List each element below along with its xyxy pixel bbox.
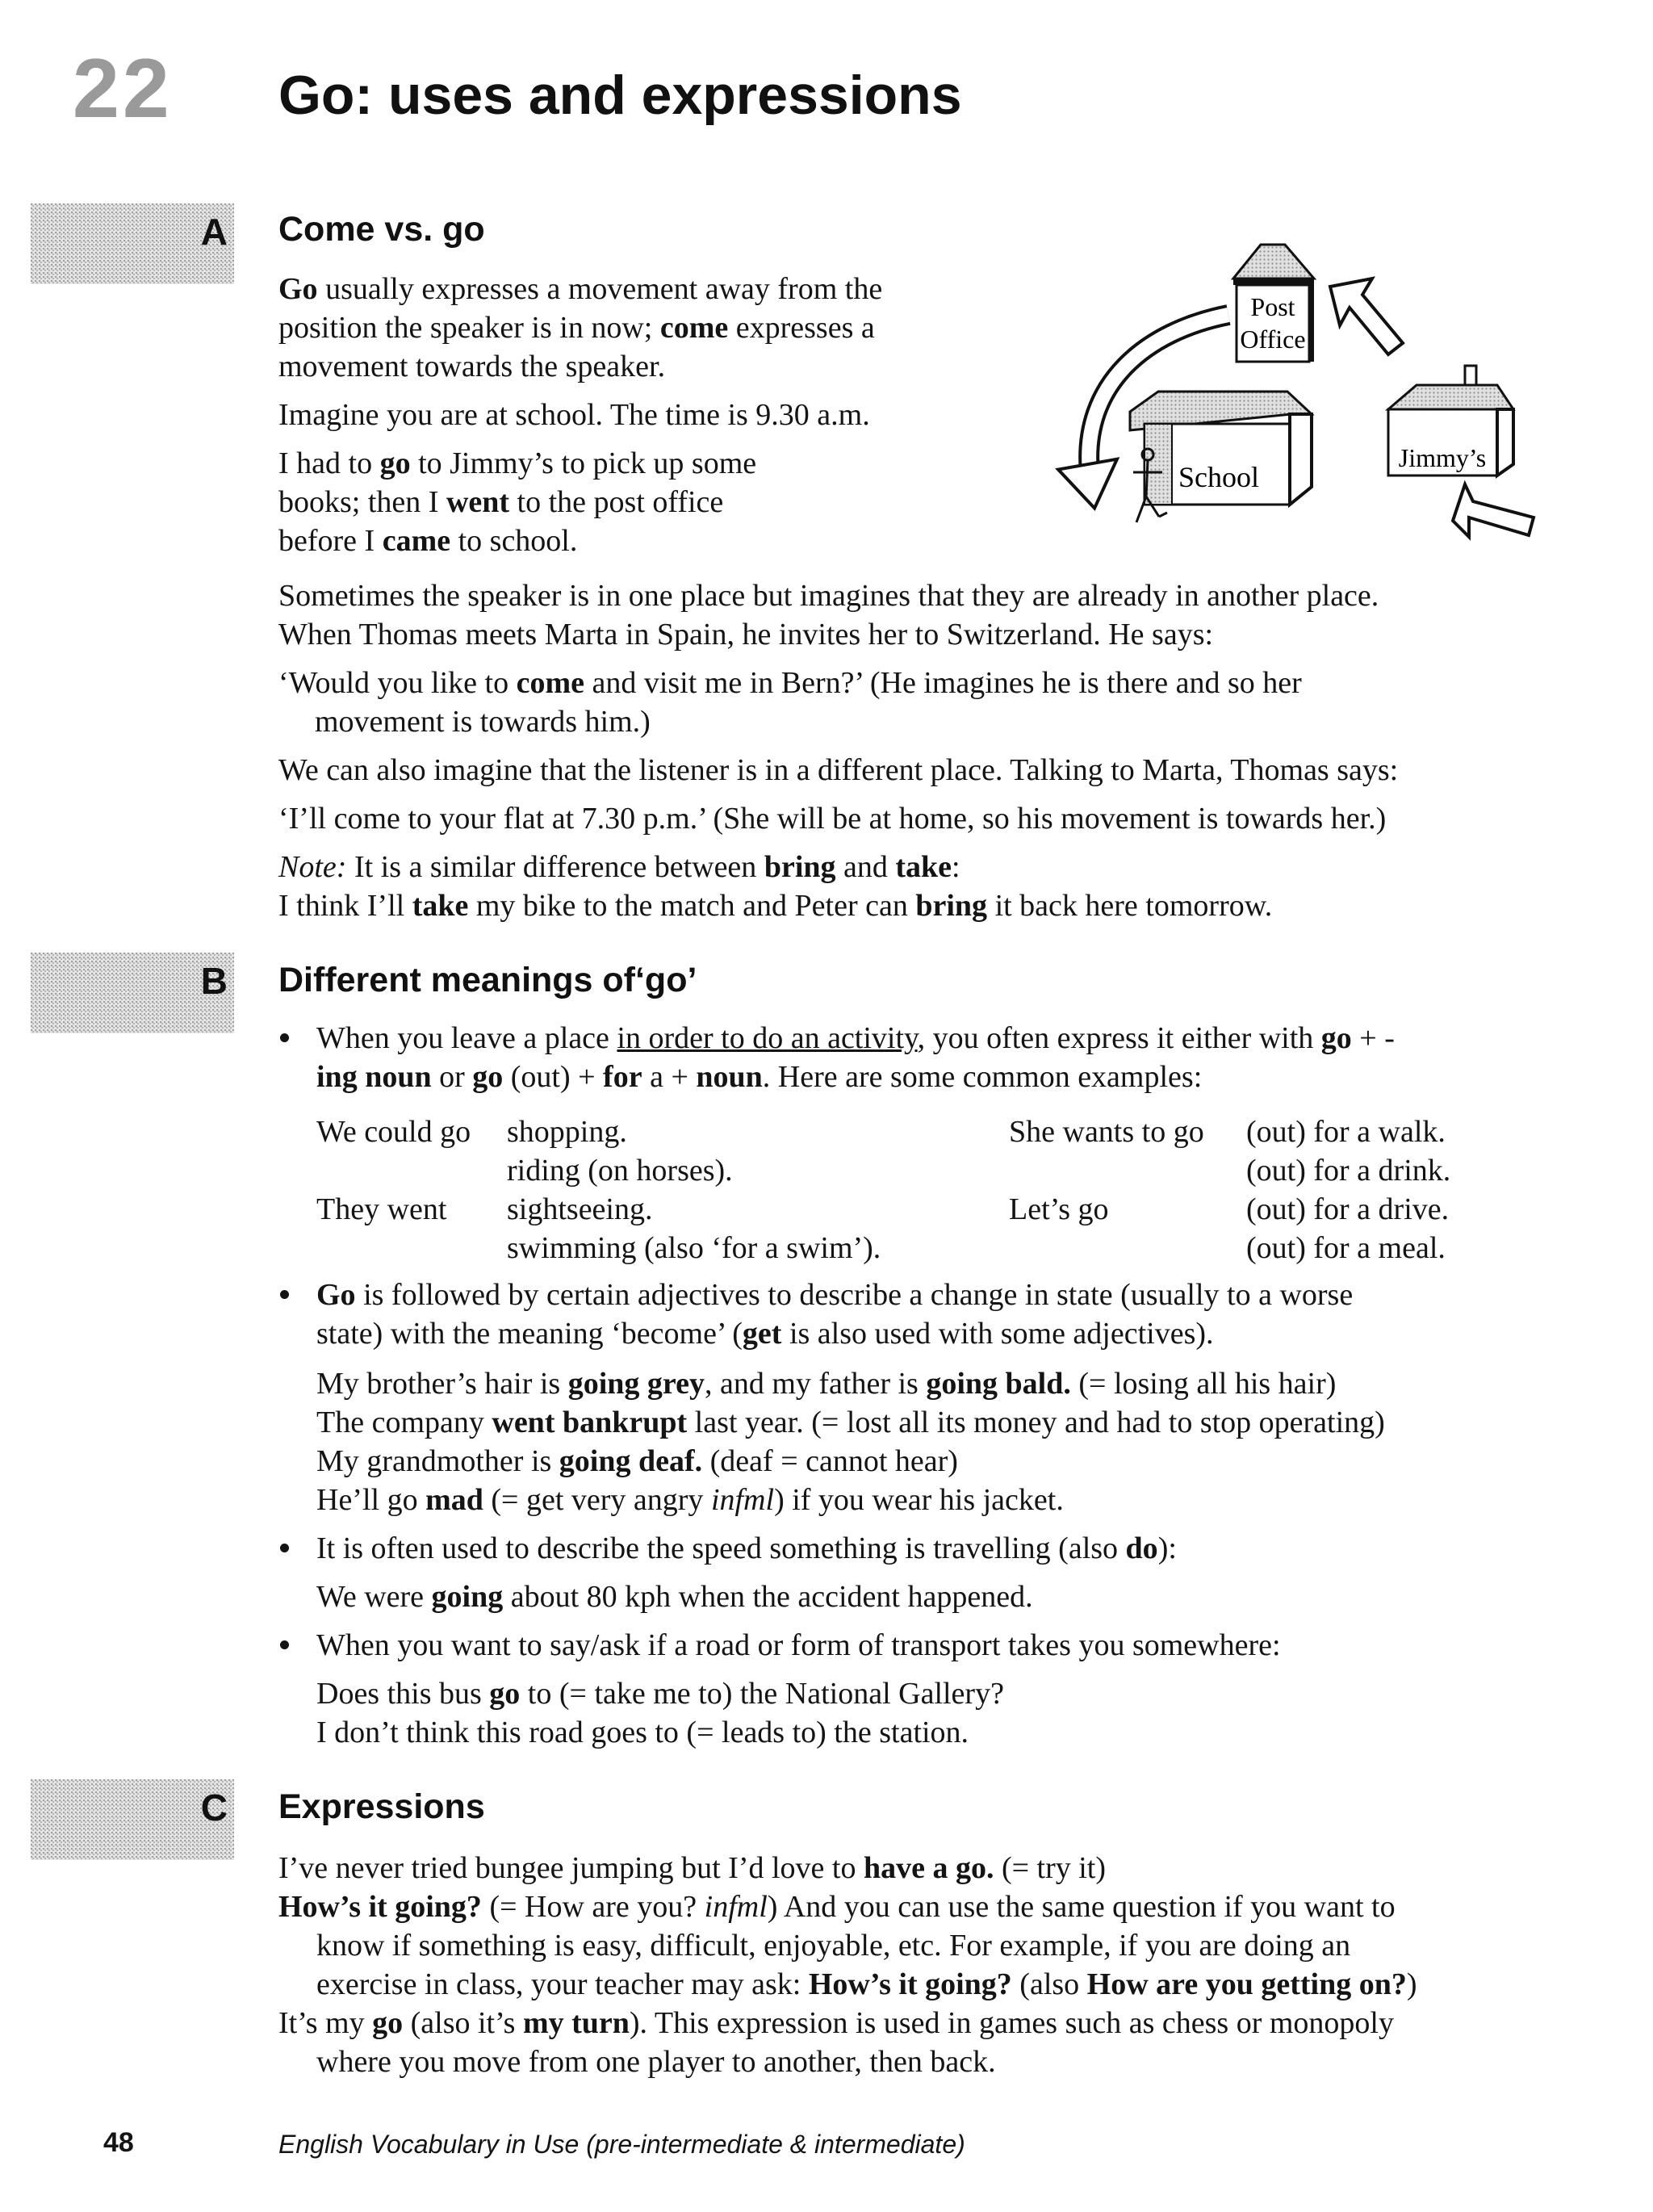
- post-office-label-line1: Post: [1250, 292, 1295, 321]
- c-paragraph-line: where you move from one player to another, then back.: [316, 2045, 996, 2079]
- table-cell: (out) for a walk.: [1246, 1115, 1446, 1149]
- b-example-line: We were going about 80 kph when the accident happened.: [316, 1580, 1033, 1614]
- a-paragraph-line: movement is towards him.): [315, 705, 651, 739]
- bullet-icon: [278, 1019, 295, 1035]
- b-example-line: Does this bus go to (= take me to) the National Gallery?: [316, 1677, 1004, 1711]
- a-paragraph-line: I had to go to Jimmy’s to pick up some: [278, 446, 757, 480]
- table-cell: (out) for a meal.: [1246, 1231, 1446, 1265]
- b-bullet-line: ing noun or go (out) + for a + noun. Here are some common examples:: [316, 1060, 1203, 1094]
- section-letter-c: C: [200, 1787, 228, 1829]
- a-paragraph-line: When Thomas meets Marta in Spain, he invites her to Switzerland. He says:: [278, 618, 1214, 651]
- unit-title: Go: uses and expressions: [278, 65, 962, 126]
- section-c-marker: [31, 1779, 234, 1860]
- c-paragraph-line: How’s it going? (= How are you? infml) And you can use the same question if you want to: [278, 1890, 1396, 1924]
- table-cell: (out) for a drink.: [1246, 1154, 1451, 1188]
- a-paragraph-line: before I came to school.: [278, 524, 578, 558]
- b-bullet-line: When you want to say/ask if a road or form of transport takes you somewhere:: [316, 1628, 1281, 1662]
- table-lead: We could go: [316, 1115, 471, 1149]
- table-cell: riding (on horses).: [507, 1154, 733, 1188]
- b-example-line: I don’t think this road goes to (= leads to) the station.: [316, 1716, 969, 1749]
- a-paragraph-line: movement towards the speaker.: [278, 350, 666, 383]
- b-bullet-line: Go is followed by certain adjectives to describe a change in state (usually to a worse: [316, 1278, 1354, 1312]
- section-a-marker: [31, 203, 234, 284]
- section-a-heading: Come vs. go: [278, 210, 485, 249]
- table-cell: shopping.: [507, 1115, 627, 1149]
- unit-number: 22: [73, 42, 173, 136]
- c-paragraph-line: I’ve never tried bungee jumping but I’d love to have a go. (= try it): [278, 1851, 1107, 1885]
- up-arrow-icon: [1330, 279, 1403, 354]
- left-arrow-icon: [1453, 484, 1534, 537]
- c-paragraph-line: It’s my go (also it’s my turn). This expression is used in games such as chess or monopoly: [278, 2006, 1394, 2040]
- bullet-icon: [278, 1529, 295, 1545]
- a-paragraph-line: We can also imagine that the listener is in a different place. Talking to Marta, Thomas says:: [278, 753, 1399, 787]
- b-example-line: My brother’s hair is going grey, and my father is going bald. (= losing all his hair): [316, 1367, 1337, 1401]
- a-paragraph-line: Sometimes the speaker is in one place but imagines that they are already in another place.: [278, 579, 1379, 613]
- post-office-label-line2: Office: [1240, 325, 1306, 354]
- table-lead: She wants to go: [1009, 1115, 1204, 1149]
- page-number: 48: [103, 2127, 134, 2158]
- b-example-line: The company went bankrupt last year. (= lost all its money and had to stop operating): [316, 1406, 1385, 1439]
- b-example-line: My grandmother is going deaf. (deaf = cannot hear): [316, 1444, 958, 1478]
- bullet-icon: [278, 1626, 295, 1642]
- a-paragraph-line: Go usually expresses a movement away from the: [278, 272, 883, 306]
- school-label: School: [1178, 461, 1260, 493]
- table-cell: sightseeing.: [507, 1192, 653, 1226]
- a-paragraph-line: ‘Would you like to come and visit me in Bern?’ (He imagines he is there and so her: [278, 666, 1302, 700]
- table-lead: Let’s go: [1009, 1192, 1109, 1226]
- book-title: English Vocabulary in Use (pre-intermediate & intermediate): [278, 2130, 965, 2159]
- section-letter-b: B: [200, 960, 228, 1002]
- a-paragraph-line: books; then I went to the post office: [278, 485, 724, 519]
- c-paragraph-line: exercise in class, your teacher may ask: How’s it going? (also How are you getting on?): [316, 1967, 1417, 2001]
- table-cell: (out) for a drive.: [1246, 1192, 1450, 1226]
- c-paragraph-line: know if something is easy, difficult, enjoyable, etc. For example, if you are doing an: [316, 1929, 1351, 1963]
- section-letter-a: A: [200, 211, 228, 253]
- jimmys-label: Jimmy’s: [1398, 443, 1487, 472]
- a-paragraph-line: ‘I’ll come to your flat at 7.30 p.m.’ (She will be at home, so his movement is towards her.): [278, 802, 1387, 836]
- a-note-line: I think I’ll take my bike to the match and Peter can bring it back here tomorrow.: [278, 889, 1273, 923]
- a-paragraph-line: Imagine you are at school. The time is 9.30 a.m.: [278, 398, 870, 432]
- a-note-line: Note: It is a similar difference between bring and take:: [278, 850, 960, 884]
- movement-diagram: [1049, 230, 1566, 569]
- table-cell: swimming (also ‘for a swim’).: [507, 1231, 881, 1265]
- bullet-icon: [278, 1276, 295, 1292]
- b-bullet-line: It is often used to describe the speed something is travelling (also do):: [316, 1531, 1177, 1565]
- b-bullet-line: state) with the meaning ‘become’ (get is also used with some adjectives).: [316, 1317, 1214, 1351]
- section-b-heading: Different meanings of‘go’: [278, 961, 697, 999]
- section-c-heading: Expressions: [278, 1787, 485, 1826]
- b-example-line: He’ll go mad (= get very angry infml) if you wear his jacket.: [316, 1483, 1064, 1517]
- b-bullet-line: When you leave a place in order to do an activity, you often express it either with go + -: [316, 1021, 1395, 1055]
- section-b-marker: [31, 953, 234, 1033]
- a-paragraph-line: position the speaker is in now; come expresses a: [278, 311, 875, 345]
- table-lead: They went: [316, 1192, 447, 1226]
